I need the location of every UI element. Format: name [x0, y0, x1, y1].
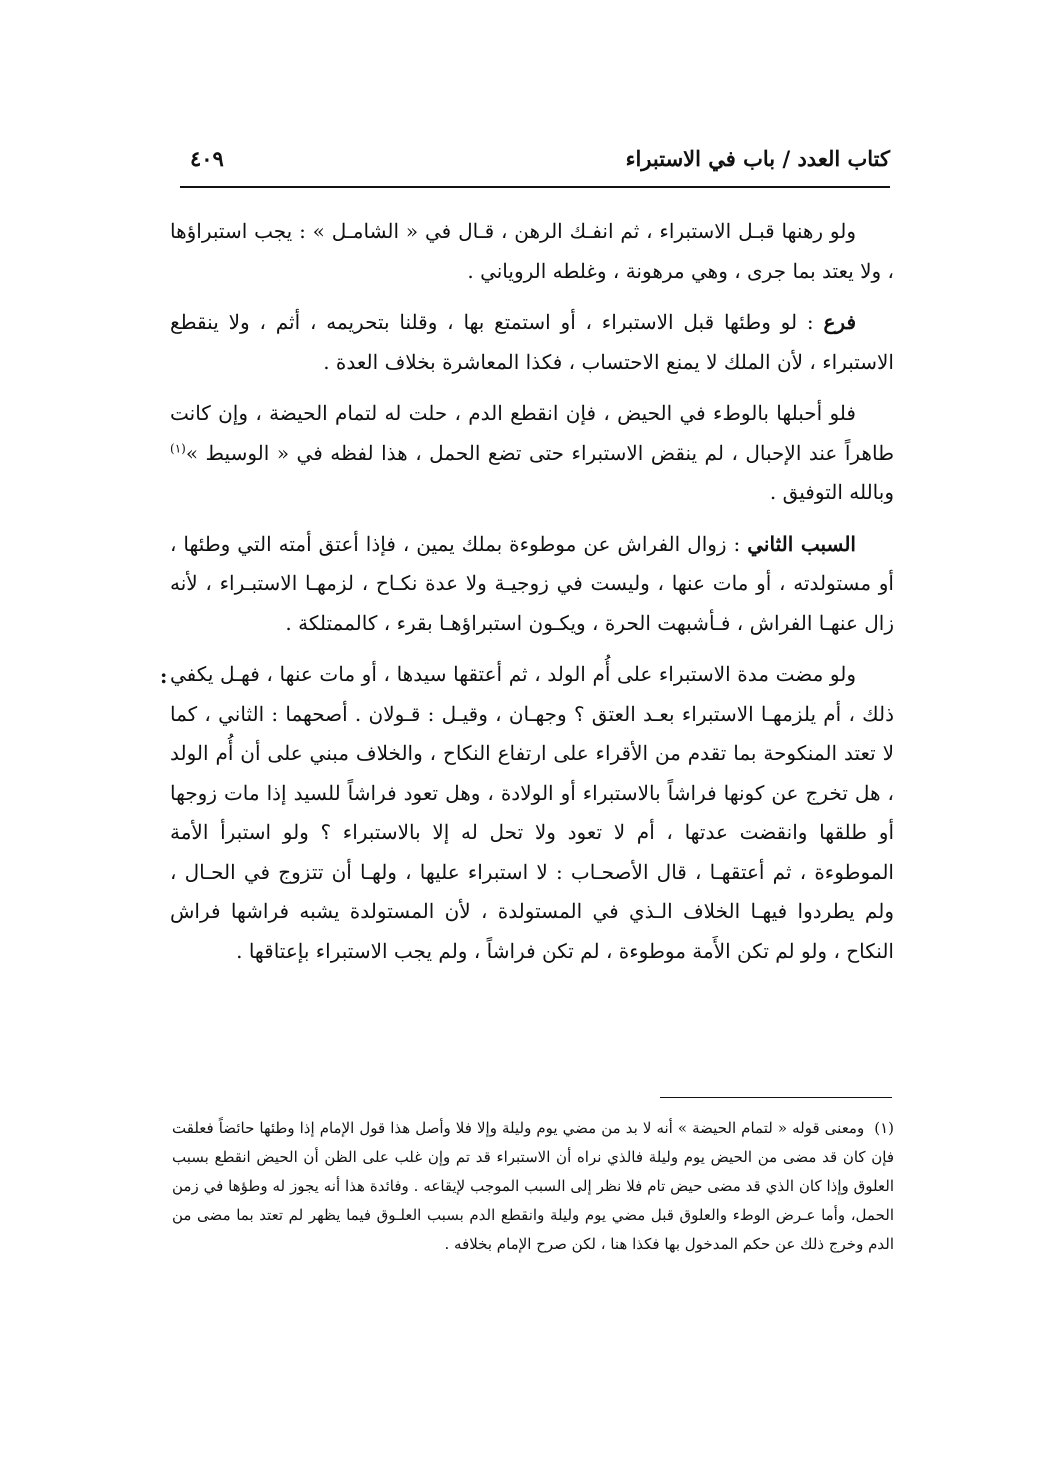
paragraph-lead: السبب الثاني: [747, 531, 856, 556]
paragraph-text: ولو مضت مدة الاستبراء على أُم الولد ، ثم أعتقها سيدها ، أو مات عنها ، فهـل يكفي ذلك ، أم يلزمهـا الاستبراء بعـد العتق ؟ وجهـان ، وقيـل : قـولان . أصحهما : الثاني ، كما لا تعتد المنكوحة بما تقدم من الأقراء على ارتفاع النكاح ، والخلاف مبني على أن أُم الولد ، هل تخرج عن كونها فراشاً بالاستبراء أو الولادة ، وهل تعود فراشاً للسيد إذا مات زوجها أو طلقها وانقضت عدتها ، أم لا تعود ولا تحل له إلا بالاستبراء ؟ ولو استبرأ الأمة الموطوءة ، ثم أعتقهـا ، قال الأصحـاب : لا استبراء عليها ، ولهـا أن تتزوج في الحـال ، ولم يطردوا فيهـا الخلاف الـذي في المستولدة ، لأن المستولدة يشبه فراشها فراش النكاح ، ولو لم تكن الأَمة موطوءة ، لم تكن فراشاً ، ولم يجب الاستبراء بإعتاقها .: [170, 662, 894, 963]
paragraph-2: [170, 303, 894, 382]
paragraph-tail: وبالله التوفيق .: [769, 480, 894, 504]
footnote-divider: [660, 1097, 892, 1098]
paragraph-3: [170, 394, 894, 513]
footnote-1: [172, 1114, 894, 1259]
page-number: ٤٠٩: [190, 146, 224, 171]
paragraph-4: [170, 525, 894, 644]
page-header: [180, 140, 890, 188]
paragraph-lead: فرع: [823, 310, 856, 334]
paragraph-text: فلو أحبلها بالوطء في الحيض ، فإن انقطع الدم ، حلت له لتمام الحيضة ، وإن كانت طاهراً عند الإحبال ، لم ينقض الاستبراء حتى تضع الحمل ، هذا لفظه في « الوسيط »: [170, 401, 894, 465]
paragraph-1: [170, 212, 894, 291]
paragraph-text: : لو وطئها قبل الاستبراء ، أو استمتع بها ، وقلنا بتحريمه ، أثم ، ولا ينقطع الاستبراء ، لأن الملك لا يمنع الاحتساب ، فكذا المعاشرة بخلاف العدة .: [170, 310, 894, 374]
main-text: [170, 212, 894, 983]
paragraph-text: ولو رهنها قبـل الاستبراء ، ثم انفـك الرهن ، قـال في « الشامـل » : يجب استبراؤها ، ولا يعتد بما جرى ، وهي مرهونة ، وغلطه الروياني .: [170, 219, 894, 283]
paragraph-text: : زوال الفراش عن موطوءة بملك يمين ، فإذا أعتق أمته التي وطئها ، أو مستولدته ، أو مات عنها ، وليست في زوجيـة ولا عدة نكـاح ، لزمهـا الاستبـراء ، لأنه زال عنهـا الفراش ، فـأشبهت الحرة ، ويكـون استبراؤهـا بقرء ، كالممتلكة .: [170, 531, 894, 635]
running-title: كتاب العدد / باب في الاستبراء: [625, 146, 890, 171]
footnotes: [172, 1114, 894, 1259]
margin-mark: :: [160, 664, 168, 688]
paragraph-5: [170, 655, 894, 971]
footnote-number: (١): [874, 1119, 894, 1137]
footnote-reference: (١): [170, 440, 186, 455]
footnote-text: ومعنى قوله « لتمام الحيضة » أنه لا بد من مضي يوم وليلة وإلا فلا وأصل هذا قول الإمام إذا وطئها حائضاً فعلقت فإن كان قد مضى من الحيض يوم وليلة فالذي نراه أن الاستبراء قد تم وإن غلب على الظن أن الحيض انقطع بسبب العلوق وإذا كان الذي قد مضى حيض تام فلا نظر إلى السبب الموجب لإيقاعه . وفائدة هذا أنه يجوز له وطؤها في زمن الحمل، وأما عـرض الوطء والعلوق قبل مضي يوم وليلة وانقطع الدم بسبب العلـوق فيما يظهر لم تعتد بما مضى من الدم وخرج ذلك عن حكم المدخول بها فكذا هنا ، لكن صرح الإمام بخلافه .: [172, 1119, 894, 1253]
